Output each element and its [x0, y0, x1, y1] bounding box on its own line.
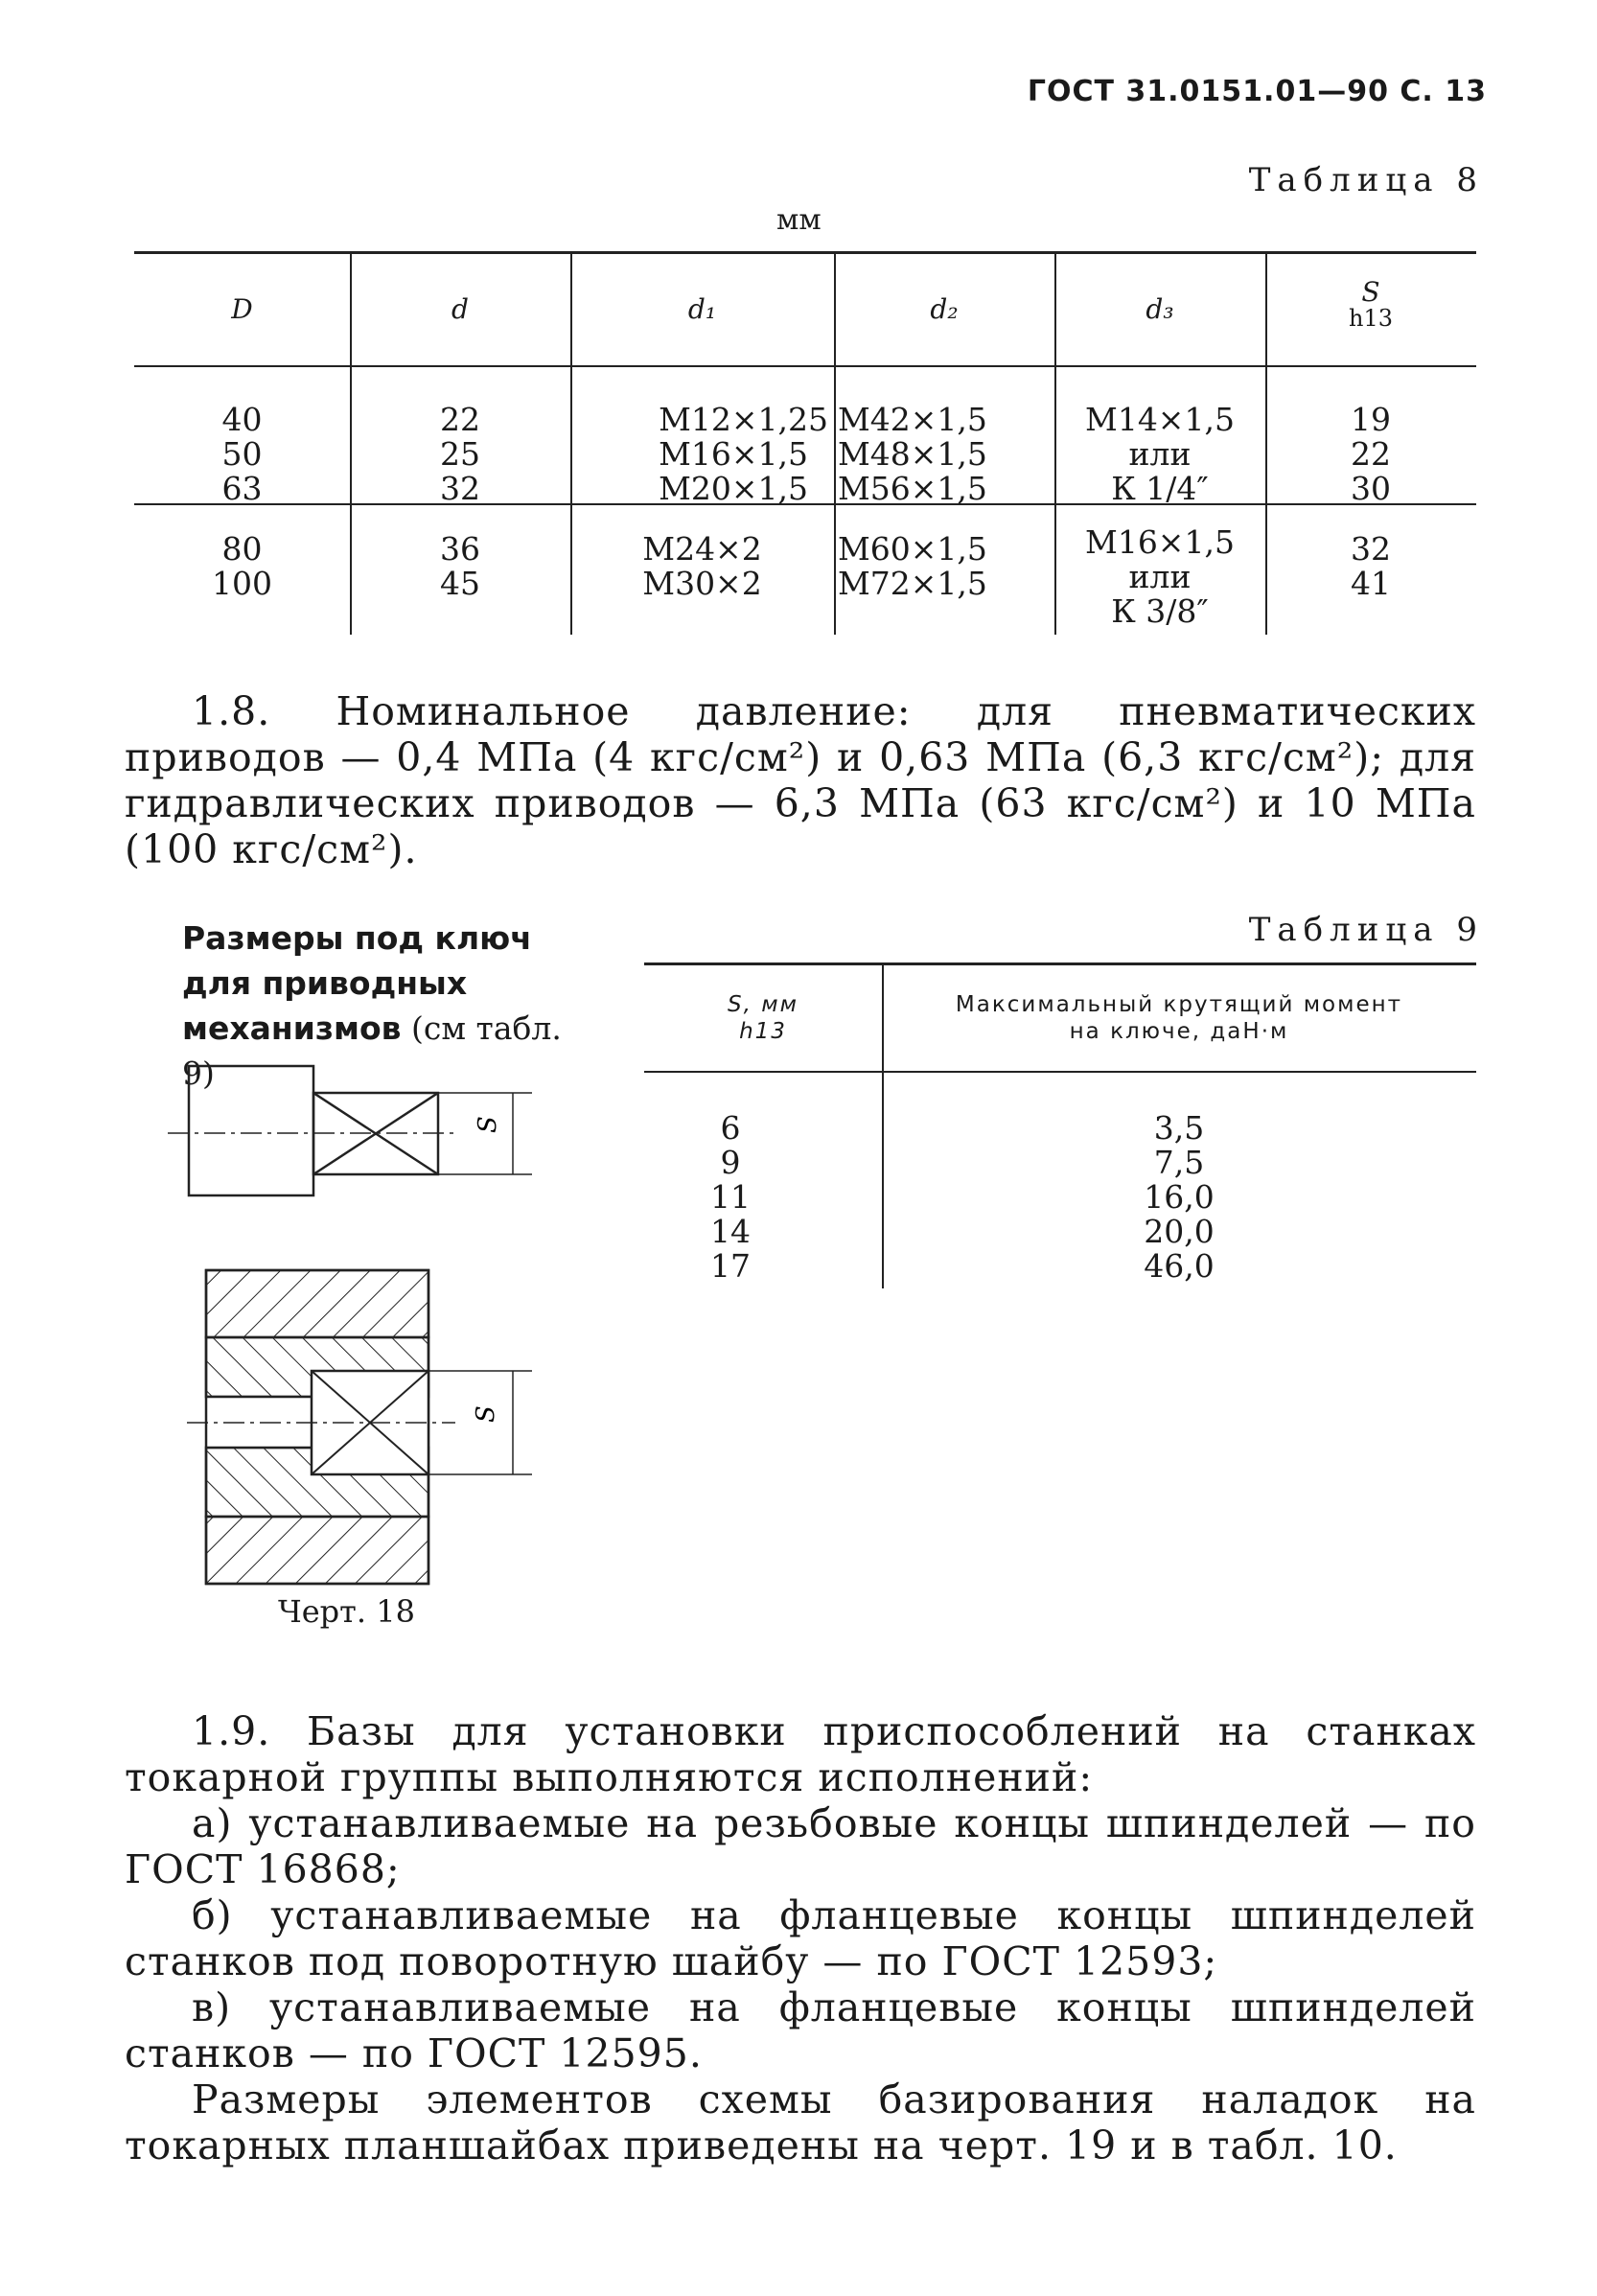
t8-g2-S: 32 41	[1351, 530, 1391, 602]
t8-g2-d3: M16×1,5 или К 3/8″	[1085, 523, 1235, 630]
figure18-drawing	[168, 1055, 551, 1620]
t9-torque-values: 3,5 7,5 16,0 20,0 46,0	[1144, 1109, 1215, 1285]
dim-label-s-top: S	[474, 1116, 502, 1133]
p19-tail: Размеры элементов схемы базирования наладок на токарных планшайбах приведены на черт. 19 и в табл. 10.	[125, 2076, 1476, 2168]
p19-item-v: в) устанавливаемые на фланцевые концы шпинделей станков — по ГОСТ 12595.	[125, 1984, 1476, 2076]
table9-caption: Таблица 9	[1248, 911, 1484, 949]
page-header: ГОСТ 31.0151.01—90 С. 13	[1027, 75, 1487, 108]
table8	[134, 251, 1476, 635]
t8-g1-d: 22 25 32	[440, 401, 480, 507]
p19-item-a: а) устанавливаемые на резьбовые концы шпинделей — по ГОСТ 16868;	[125, 1800, 1476, 1892]
t8-g2-d1: M24×2 M30×2	[642, 530, 762, 602]
col-header-d: d	[451, 293, 469, 325]
table8-unit: мм	[776, 203, 822, 237]
t9-s-values: 6 9 11 14 17	[710, 1109, 751, 1285]
dim-label-s-bottom: S	[472, 1405, 500, 1423]
t9-header-torque: Максимальный крутящий момент на ключе, даН·м	[955, 992, 1403, 1044]
t9-header-s: S, мм h13	[728, 992, 798, 1044]
col-header-S: S	[1361, 276, 1380, 308]
col-header-D: D	[231, 293, 253, 325]
col-header-h13: h13	[1349, 305, 1393, 332]
t8-g1-D: 40 50 63	[221, 401, 263, 507]
table8-caption: Таблица 8	[1248, 161, 1484, 199]
t8-g1-d1: M12×1,25 M16×1,5 M20×1,5	[659, 401, 828, 507]
t8-g2-d: 36 45	[440, 530, 480, 602]
figure18-caption: Размеры под ключ для приводных механизмов (см табл. 9)	[182, 919, 562, 1092]
paragraph-1-8: 1.8. Номинальное давление: для пневматических приводов — 0,4 МПа (4 кгс/см²) и 0,63 МПа (6,3 кгс/см²); для гидравлических приводов — 6,3 МПа (63 кгс/см²) и 10 МПа (100 кгс/см²).	[125, 688, 1476, 872]
col-header-d3: d₃	[1146, 293, 1174, 325]
t8-g2-d2: M60×1,5 M72×1,5	[838, 530, 987, 602]
t8-g1-S: 19 22 30	[1351, 401, 1391, 507]
t8-g2-D: 80 100	[212, 530, 272, 602]
paragraph-1-9	[125, 1708, 1476, 2168]
socket-section	[187, 1270, 532, 1584]
t8-g1-d3: M14×1,5 или К 1/4″	[1085, 401, 1235, 507]
table9	[644, 962, 1476, 1288]
col-header-d1: d₁	[687, 293, 717, 325]
col-header-d2: d₂	[930, 293, 959, 325]
p19-intro: 1.9. Базы для установки приспособлений на станках токарной группы выполняются исполнений:	[125, 1708, 1476, 1800]
figure18-label: Черт. 18	[278, 1593, 415, 1630]
t8-g1-d2: M42×1,5 M48×1,5 M56×1,5	[838, 401, 987, 507]
p19-item-b: б) устанавливаемые на фланцевые концы шпинделей станков под поворотную шайбу — по ГОСТ 12593;	[125, 1892, 1476, 1984]
